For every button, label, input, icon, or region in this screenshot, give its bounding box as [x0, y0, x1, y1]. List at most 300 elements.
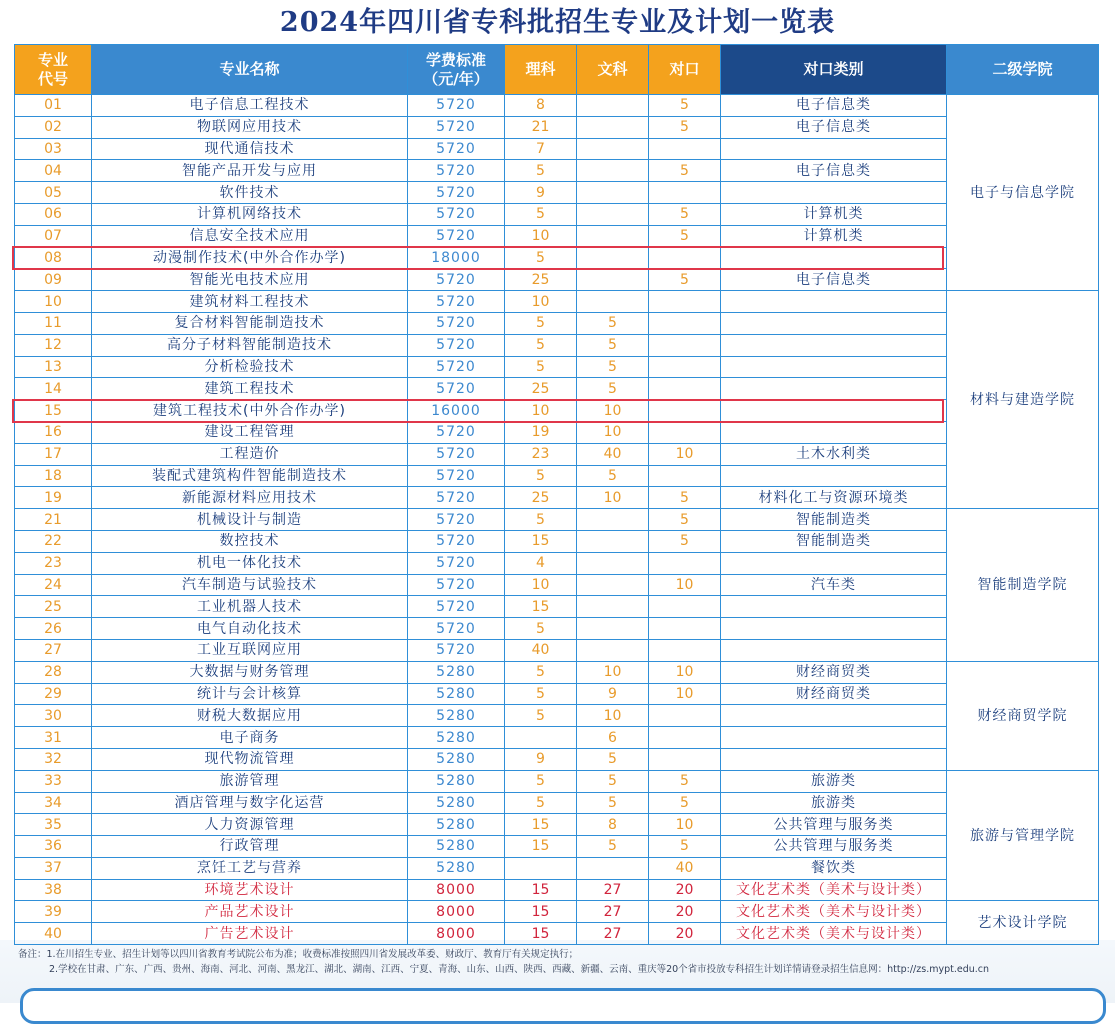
major-name: 行政管理: [92, 836, 408, 858]
tuition-fee: 5280: [408, 792, 505, 814]
table-row: [15, 312, 1099, 334]
vocational-quota: [649, 378, 721, 400]
footnotes: [18, 947, 1108, 977]
tuition-fee: 18000: [408, 247, 505, 269]
college-name: 材料与建造学院: [947, 291, 1099, 509]
science-quota: 4: [505, 552, 577, 574]
major-code: 03: [15, 138, 92, 160]
vocational-quota: 5: [649, 836, 721, 858]
vocational-quota: 5: [649, 269, 721, 291]
major-name: 分析检验技术: [92, 356, 408, 378]
vocational-quota: 5: [649, 203, 721, 225]
table-header-row: [15, 45, 1099, 95]
science-quota: 19: [505, 421, 577, 443]
science-quota: 5: [505, 618, 577, 640]
vocational-category: 电子信息类: [721, 95, 947, 117]
arts-quota: 40: [577, 443, 649, 465]
arts-quota: 10: [577, 705, 649, 727]
major-name: 计算机网络技术: [92, 203, 408, 225]
arts-quota: 27: [577, 901, 649, 923]
science-quota: 5: [505, 203, 577, 225]
vocational-category: [721, 748, 947, 770]
vocational-quota: 5: [649, 792, 721, 814]
table-row: [15, 857, 1099, 879]
tuition-fee: 5280: [408, 727, 505, 749]
arts-quota: [577, 160, 649, 182]
science-quota: 15: [505, 879, 577, 901]
college-name: 艺术设计学院: [947, 901, 1099, 945]
major-name: 工业互联网应用: [92, 639, 408, 661]
tuition-fee: 5720: [408, 639, 505, 661]
major-name: 现代物流管理: [92, 748, 408, 770]
vocational-quota: 40: [649, 857, 721, 879]
major-name: 新能源材料应用技术: [92, 487, 408, 509]
science-quota: 25: [505, 378, 577, 400]
science-quota: 5: [505, 160, 577, 182]
vocational-category: [721, 247, 947, 269]
major-name: 旅游管理: [92, 770, 408, 792]
header-code-line2: 代号: [37, 69, 68, 88]
vocational-category: 电子信息类: [721, 160, 947, 182]
table-row: [15, 792, 1099, 814]
footer-banner: [20, 988, 1106, 1024]
header-name: 专业名称: [92, 45, 408, 95]
major-code: 26: [15, 618, 92, 640]
major-code: 24: [15, 574, 92, 596]
major-code: 04: [15, 160, 92, 182]
tuition-fee: 5720: [408, 378, 505, 400]
science-quota: 15: [505, 901, 577, 923]
major-code: 06: [15, 203, 92, 225]
major-name: 电子商务: [92, 727, 408, 749]
science-quota: [505, 727, 577, 749]
table-row: [15, 618, 1099, 640]
tuition-fee: 5720: [408, 465, 505, 487]
science-quota: 25: [505, 487, 577, 509]
major-code: 31: [15, 727, 92, 749]
major-name: 环境艺术设计: [92, 879, 408, 901]
vocational-quota: [649, 727, 721, 749]
tuition-fee: 5720: [408, 421, 505, 443]
major-name: 智能产品开发与应用: [92, 160, 408, 182]
arts-quota: 27: [577, 879, 649, 901]
arts-quota: 10: [577, 487, 649, 509]
vocational-quota: 5: [649, 95, 721, 117]
vocational-category: [721, 378, 947, 400]
table-row: [15, 225, 1099, 247]
table-row: [15, 182, 1099, 204]
header-code-line1: 专业: [37, 50, 68, 69]
major-code: 17: [15, 443, 92, 465]
table-row: [15, 770, 1099, 792]
major-code: 19: [15, 487, 92, 509]
science-quota: 9: [505, 182, 577, 204]
header-fee-line1: 学费标准: [425, 50, 486, 69]
science-quota: 5: [505, 334, 577, 356]
vocational-quota: [649, 400, 721, 422]
vocational-quota: [649, 247, 721, 269]
vocational-category: [721, 400, 947, 422]
major-code: 35: [15, 814, 92, 836]
vocational-quota: 10: [649, 814, 721, 836]
vocational-category: [721, 596, 947, 618]
arts-quota: [577, 138, 649, 160]
science-quota: 5: [505, 247, 577, 269]
major-code: 21: [15, 509, 92, 531]
tuition-fee: 8000: [408, 923, 505, 945]
table-row: [15, 836, 1099, 858]
vocational-category: 计算机类: [721, 225, 947, 247]
tuition-fee: 5280: [408, 661, 505, 683]
college-name: 旅游与管理学院: [947, 770, 1099, 901]
vocational-category: [721, 465, 947, 487]
major-name: 数控技术: [92, 530, 408, 552]
footnote-2: 2.学校在甘肃、广东、广西、贵州、海南、河北、河南、黑龙江、湖北、湖南、江西、宁夏、青海、山东、山西、陕西、西藏、新疆、云南、重庆等20个省市投放专科招生计划详情请登录招生信息网：http://zs.mypt.edu.cn: [49, 964, 990, 975]
table-row: [15, 203, 1099, 225]
major-name: 广告艺术设计: [92, 923, 408, 945]
footnote-1: 备注：1.在川招生专业、招生计划等以四川省教育考试院公布为准；收费标准按照四川省发展改革委、财政厅、教育厅有关规定执行；: [18, 949, 579, 960]
major-name: 智能光电技术应用: [92, 269, 408, 291]
major-code: 10: [15, 291, 92, 313]
vocational-quota: [649, 356, 721, 378]
arts-quota: [577, 530, 649, 552]
major-code: 18: [15, 465, 92, 487]
table-row: [15, 400, 1099, 422]
science-quota: 15: [505, 596, 577, 618]
tuition-fee: 5720: [408, 138, 505, 160]
science-quota: 5: [505, 661, 577, 683]
vocational-category: [721, 552, 947, 574]
major-name: 现代通信技术: [92, 138, 408, 160]
major-name: 酒店管理与数字化运营: [92, 792, 408, 814]
science-quota: 5: [505, 465, 577, 487]
science-quota: 15: [505, 530, 577, 552]
major-name: 装配式建筑构件智能制造技术: [92, 465, 408, 487]
arts-quota: [577, 618, 649, 640]
vocational-quota: 5: [649, 530, 721, 552]
table-row: [15, 443, 1099, 465]
vocational-quota: [649, 312, 721, 334]
table-row: [15, 683, 1099, 705]
tuition-fee: 5720: [408, 116, 505, 138]
science-quota: 7: [505, 138, 577, 160]
table-row: [15, 95, 1099, 117]
tuition-fee: 5280: [408, 705, 505, 727]
arts-quota: [577, 552, 649, 574]
arts-quota: 5: [577, 792, 649, 814]
vocational-category: [721, 727, 947, 749]
major-code: 27: [15, 639, 92, 661]
arts-quota: [577, 225, 649, 247]
science-quota: 5: [505, 792, 577, 814]
table-row: [15, 748, 1099, 770]
vocational-category: 智能制造类: [721, 530, 947, 552]
header-fee: [408, 45, 505, 95]
tuition-fee: 5720: [408, 312, 505, 334]
tuition-fee: 8000: [408, 879, 505, 901]
table-row: [15, 465, 1099, 487]
arts-quota: [577, 509, 649, 531]
vocational-category: 公共管理与服务类: [721, 814, 947, 836]
science-quota: [505, 857, 577, 879]
vocational-quota: 5: [649, 160, 721, 182]
tuition-fee: 5280: [408, 748, 505, 770]
arts-quota: 5: [577, 378, 649, 400]
science-quota: 5: [505, 312, 577, 334]
science-quota: 5: [505, 770, 577, 792]
table-row: [15, 160, 1099, 182]
major-name: 工程造价: [92, 443, 408, 465]
arts-quota: 9: [577, 683, 649, 705]
major-name: 信息安全技术应用: [92, 225, 408, 247]
header-vocational: 对口: [649, 45, 721, 95]
table-row: [15, 421, 1099, 443]
tuition-fee: 8000: [408, 901, 505, 923]
vocational-category: [721, 312, 947, 334]
arts-quota: [577, 596, 649, 618]
vocational-quota: 5: [649, 487, 721, 509]
arts-quota: 5: [577, 836, 649, 858]
major-code: 39: [15, 901, 92, 923]
arts-quota: [577, 95, 649, 117]
arts-quota: 6: [577, 727, 649, 749]
table-row: [15, 596, 1099, 618]
major-code: 23: [15, 552, 92, 574]
vocational-category: 计算机类: [721, 203, 947, 225]
table-row: [15, 356, 1099, 378]
vocational-category: [721, 182, 947, 204]
science-quota: 23: [505, 443, 577, 465]
vocational-quota: 20: [649, 923, 721, 945]
vocational-quota: [649, 182, 721, 204]
major-name: 建设工程管理: [92, 421, 408, 443]
vocational-quota: 20: [649, 879, 721, 901]
major-name: 复合材料智能制造技术: [92, 312, 408, 334]
major-code: 12: [15, 334, 92, 356]
major-name: 汽车制造与试验技术: [92, 574, 408, 596]
vocational-quota: [649, 705, 721, 727]
vocational-category: [721, 138, 947, 160]
vocational-category: [721, 334, 947, 356]
arts-quota: 27: [577, 923, 649, 945]
science-quota: 40: [505, 639, 577, 661]
major-name: 电子信息工程技术: [92, 95, 408, 117]
major-code: 09: [15, 269, 92, 291]
major-code: 01: [15, 95, 92, 117]
science-quota: 21: [505, 116, 577, 138]
major-code: 15: [15, 400, 92, 422]
vocational-category: 文化艺术类（美术与设计类）: [721, 901, 947, 923]
vocational-category: 智能制造类: [721, 509, 947, 531]
vocational-quota: [649, 618, 721, 640]
vocational-quota: [649, 334, 721, 356]
table-row: [15, 552, 1099, 574]
science-quota: 9: [505, 748, 577, 770]
arts-quota: 10: [577, 400, 649, 422]
vocational-category: [721, 291, 947, 313]
science-quota: 10: [505, 225, 577, 247]
science-quota: 15: [505, 836, 577, 858]
tuition-fee: 5720: [408, 334, 505, 356]
major-name: 电气自动化技术: [92, 618, 408, 640]
arts-quota: 5: [577, 356, 649, 378]
table-row: [15, 247, 1099, 269]
tuition-fee: 5720: [408, 443, 505, 465]
college-name: 电子与信息学院: [947, 95, 1099, 291]
arts-quota: [577, 574, 649, 596]
tuition-fee: 5720: [408, 291, 505, 313]
major-name: 高分子材料智能制造技术: [92, 334, 408, 356]
vocational-category: 餐饮类: [721, 857, 947, 879]
arts-quota: [577, 116, 649, 138]
vocational-quota: [649, 138, 721, 160]
table-row: [15, 487, 1099, 509]
vocational-category: 文化艺术类（美术与设计类）: [721, 923, 947, 945]
vocational-category: [721, 639, 947, 661]
vocational-category: 财经商贸类: [721, 661, 947, 683]
table-row: [15, 378, 1099, 400]
major-name: 人力资源管理: [92, 814, 408, 836]
vocational-quota: [649, 748, 721, 770]
vocational-quota: 20: [649, 901, 721, 923]
major-name: 机械设计与制造: [92, 509, 408, 531]
major-name: 建筑工程技术(中外合作办学): [92, 400, 408, 422]
vocational-category: 汽车类: [721, 574, 947, 596]
major-name: 建筑工程技术: [92, 378, 408, 400]
college-name: 财经商贸学院: [947, 661, 1099, 770]
college-name: 智能制造学院: [947, 509, 1099, 662]
arts-quota: [577, 269, 649, 291]
table-row: [15, 923, 1099, 945]
header-arts: 文科: [577, 45, 649, 95]
major-name: 机电一体化技术: [92, 552, 408, 574]
vocational-quota: [649, 552, 721, 574]
major-code: 14: [15, 378, 92, 400]
tuition-fee: 5720: [408, 160, 505, 182]
vocational-quota: 10: [649, 683, 721, 705]
vocational-category: 旅游类: [721, 770, 947, 792]
page-title: 2024年四川省专科批招生专业及计划一览表: [279, 7, 836, 38]
arts-quota: [577, 291, 649, 313]
major-code: 40: [15, 923, 92, 945]
major-code: 32: [15, 748, 92, 770]
major-name: 建筑材料工程技术: [92, 291, 408, 313]
major-code: 08: [15, 247, 92, 269]
major-code: 38: [15, 879, 92, 901]
table-row: [15, 509, 1099, 531]
arts-quota: [577, 857, 649, 879]
science-quota: 5: [505, 683, 577, 705]
major-name: 工业机器人技术: [92, 596, 408, 618]
tuition-fee: 5720: [408, 487, 505, 509]
arts-quota: [577, 247, 649, 269]
header-fee-line2: （元/年）: [423, 69, 489, 88]
tuition-fee: 5720: [408, 95, 505, 117]
major-code: 11: [15, 312, 92, 334]
tuition-fee: 5720: [408, 530, 505, 552]
major-name: 大数据与财务管理: [92, 661, 408, 683]
vocational-category: [721, 356, 947, 378]
table-row: [15, 814, 1099, 836]
major-name: 财税大数据应用: [92, 705, 408, 727]
science-quota: 10: [505, 400, 577, 422]
arts-quota: 5: [577, 465, 649, 487]
tuition-fee: 5280: [408, 857, 505, 879]
table-row: [15, 116, 1099, 138]
vocational-category: 旅游类: [721, 792, 947, 814]
table-row: [15, 705, 1099, 727]
table-row: [15, 727, 1099, 749]
table-row: [15, 879, 1099, 901]
arts-quota: 10: [577, 421, 649, 443]
vocational-category: 财经商贸类: [721, 683, 947, 705]
science-quota: 5: [505, 509, 577, 531]
table-row: [15, 574, 1099, 596]
table-body: [15, 95, 1099, 945]
major-name: 软件技术: [92, 182, 408, 204]
tuition-fee: 5720: [408, 225, 505, 247]
header-science: 理科: [505, 45, 577, 95]
vocational-quota: 10: [649, 574, 721, 596]
arts-quota: 10: [577, 661, 649, 683]
major-code: 05: [15, 182, 92, 204]
arts-quota: [577, 203, 649, 225]
science-quota: 10: [505, 574, 577, 596]
vocational-category: 公共管理与服务类: [721, 836, 947, 858]
vocational-category: [721, 421, 947, 443]
vocational-category: [721, 705, 947, 727]
science-quota: 8: [505, 95, 577, 117]
tuition-fee: 5720: [408, 574, 505, 596]
vocational-category: [721, 618, 947, 640]
major-name: 动漫制作技术(中外合作办学): [92, 247, 408, 269]
vocational-category: 材料化工与资源环境类: [721, 487, 947, 509]
tuition-fee: 5720: [408, 203, 505, 225]
major-code: 34: [15, 792, 92, 814]
vocational-quota: 5: [649, 509, 721, 531]
vocational-quota: 5: [649, 770, 721, 792]
vocational-category: 电子信息类: [721, 116, 947, 138]
vocational-quota: 5: [649, 116, 721, 138]
major-name: 产品艺术设计: [92, 901, 408, 923]
arts-quota: 8: [577, 814, 649, 836]
table-row: [15, 334, 1099, 356]
header-college: 二级学院: [947, 45, 1099, 95]
vocational-category: 文化艺术类（美术与设计类）: [721, 879, 947, 901]
science-quota: 5: [505, 705, 577, 727]
tuition-fee: 5720: [408, 269, 505, 291]
tuition-fee: 5720: [408, 552, 505, 574]
header-category: 对口类别: [721, 45, 947, 95]
table-row: [15, 639, 1099, 661]
science-quota: 15: [505, 923, 577, 945]
major-name: 统计与会计核算: [92, 683, 408, 705]
table-row: [15, 901, 1099, 923]
vocational-category: 土木水利类: [721, 443, 947, 465]
major-code: 37: [15, 857, 92, 879]
arts-quota: 5: [577, 312, 649, 334]
table-row: [15, 530, 1099, 552]
arts-quota: 5: [577, 334, 649, 356]
vocational-quota: [649, 465, 721, 487]
major-code: 16: [15, 421, 92, 443]
major-code: 30: [15, 705, 92, 727]
science-quota: 10: [505, 291, 577, 313]
table-row: [15, 138, 1099, 160]
arts-quota: 5: [577, 770, 649, 792]
vocational-quota: 10: [649, 443, 721, 465]
enrollment-plan-table: [14, 44, 1099, 945]
